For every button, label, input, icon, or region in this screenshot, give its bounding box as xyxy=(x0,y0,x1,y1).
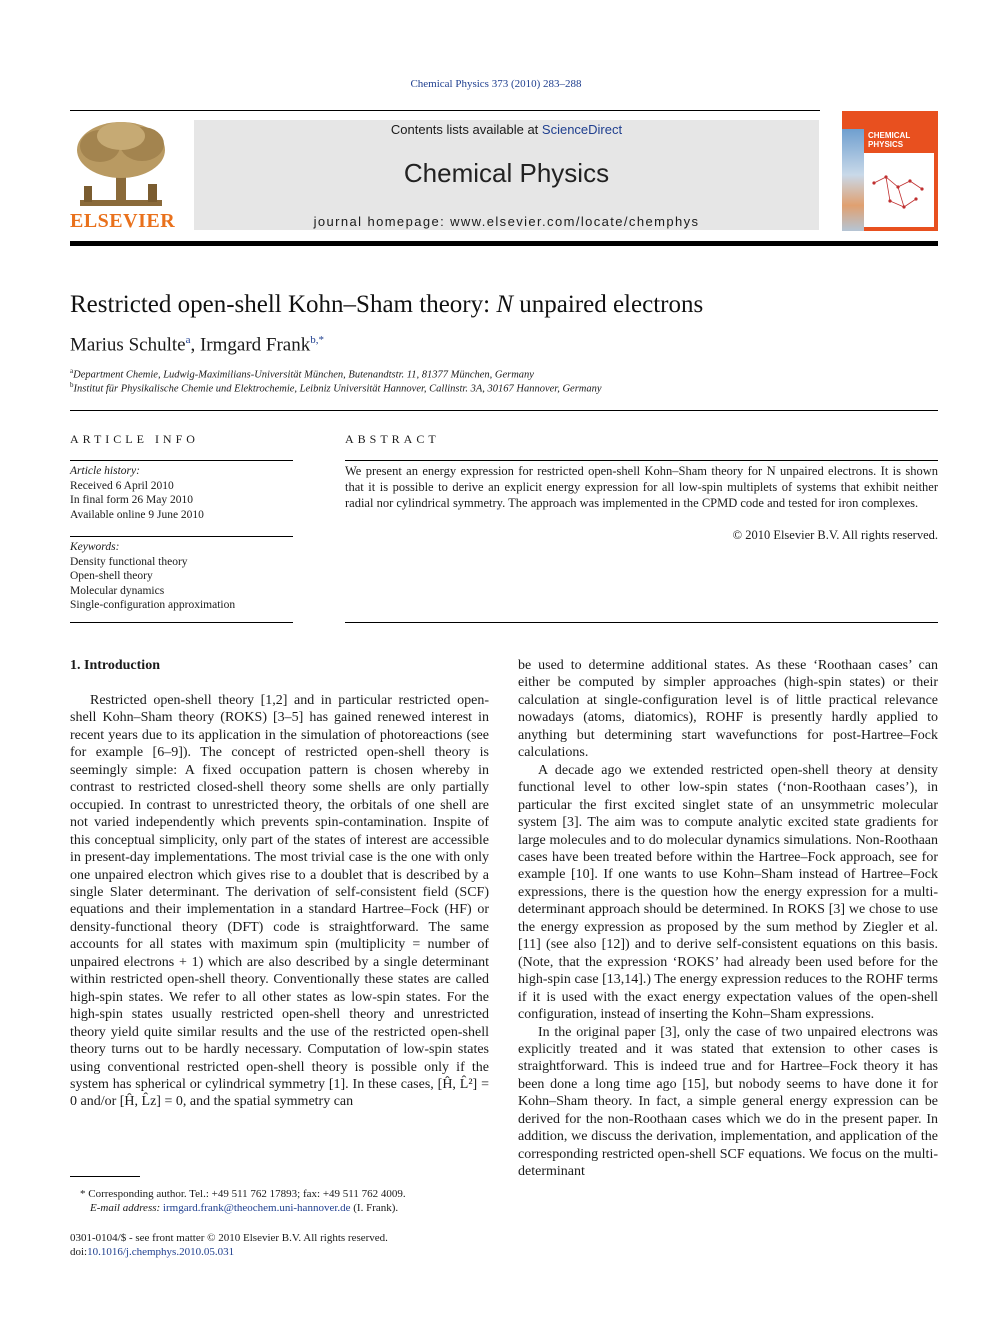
sciencedirect-link[interactable]: ScienceDirect xyxy=(541,122,623,137)
doi-link[interactable]: 10.1016/j.chemphys.2010.05.031 xyxy=(87,1246,235,1258)
issn-line: 0301-0104/$ - see front matter © 2010 Elsevier B.V. All rights reserved. xyxy=(70,1232,388,1244)
article-info-rule xyxy=(70,460,293,461)
keyword-item: Single-configuration approximation xyxy=(70,599,236,611)
contents-line xyxy=(194,122,819,137)
abstract-rule xyxy=(345,460,938,461)
journal-cover[interactable] xyxy=(842,111,938,231)
paragraph: A decade ago we extended restricted open-shell theory at density functional level to other low-spin states (‘non-Roothaan cases’), in particular the first excited singlet state of an unsymmetric molecular system [3]. The aim was to compute analytic excited state gradients for large molecules and to do molecular dynamics simulations. Non-Roothaan cases have been treated before within the Hartree–Fock approach, see for example [10]. If one wants to use Kohn–Sham instead of Hartree–Fock expressions, there is the question how the energy expression for a multi-determinant approach should be determined. In ROKS [3] we chose to use the energy expression as proposed by the sum method by Ziegler et al. [11] (see also [12]) and to derive self-consistent equations on this basis. (Note, that the expression ‘ROKS’ had already been used before for the high-spin case [13,14].) The energy expression reduces to the ROHF terms if it is used with the exact energy expectation values of the open-shell configuration, instead of inserting the Kohn–Sham expressions. xyxy=(518,762,938,1023)
molecule-icon xyxy=(864,153,934,227)
footnote-rule xyxy=(70,1176,140,1177)
cover-strip xyxy=(842,129,864,231)
elsevier-tree-icon xyxy=(70,118,172,210)
keyword-item: Open-shell theory xyxy=(70,570,153,582)
author-list xyxy=(70,334,324,356)
author-name: Marius Schulte xyxy=(70,334,186,356)
email-suffix: (I. Frank). xyxy=(350,1202,399,1214)
keyword-item: Molecular dynamics xyxy=(70,584,165,597)
article-info-heading: ARTICLE INFO xyxy=(70,432,199,446)
email-note xyxy=(90,1201,398,1215)
journal-masthead xyxy=(194,120,819,230)
affiliation-rule xyxy=(70,410,938,411)
article-title: Restricted open-shell Kohn–Sham theory: N unpaired electrons xyxy=(70,291,704,318)
history-received: Received 6 April 2010 xyxy=(70,479,174,492)
keywords-label: Keywords: xyxy=(70,541,120,553)
journal-name: Chemical Physics xyxy=(403,158,610,188)
keywords xyxy=(70,540,293,613)
keywords-rule xyxy=(70,622,293,623)
history-final-form: In final form 26 May 2010 xyxy=(70,494,193,506)
body-column-right xyxy=(518,657,938,1217)
doi-label: doi: xyxy=(70,1246,88,1258)
abstract-heading: ABSTRACT xyxy=(345,432,440,446)
section-heading: 1. Introduction xyxy=(70,658,160,673)
doi-line xyxy=(70,1245,234,1259)
paragraph: Restricted open-shell theory [1,2] and in particular restricted open-shell Kohn–Sham theory (ROKS) [3–5] has gained renewed interest in recent years due to its application in the simulation of photoreactions (see for example [6–9]). The concept of restricted open-shell theory is seemingly simple: A fixed occupation pattern is chosen whereby in contrast to restricted closed-shell theory some shells are only partially occupied. In contrast to unrestricted theory, the orbitals of one shell are not varied independently which prevents spin-contamination. Inspite of this conceptual simplicity, only part of the states of interest are accessible in present-day implementations. The most trivial case is the one with only one unpaired electron which gives rise to a doublet that is described by a single Slater determinant. The derivation of self-consistent field (SCF) equations and their implementation in a standard Hartree–Fock (HF) or density-functional theory (DFT) code is straightforward. The same accounts for all states with maximum spin (multiplicity = number of unpaired electrons + 1) which are also described by a single determinant within restricted open-shell theory. Conventionally these states are called high-spin states. We refer to all other states as low-spin states. For the high-spin states usually restricted open-shell theory and unrestricted theory yield quite similar results and the use of the restricted open-shell theory turns out to be hardly necessary. Computation of low-spin states using conventional restricted open-shell theory is possible only if the system has spherical or cylindrical symmetry [1]. In these cases, [Ĥ, L̂²] = 0 and/or [Ĥ, L̂z] = 0, and the spatial symmetry can xyxy=(70,693,489,1110)
body-column-left xyxy=(70,692,489,1152)
elsevier-logo[interactable] xyxy=(70,118,176,234)
author-separator: , xyxy=(190,334,200,356)
affiliation-b: $^b$Institut für Physikalische Chemie und Elektrochemie, Leibniz Universität Hannover, Callinstr. 3A, 30167 Hannover, Germany xyxy=(70,381,602,395)
header-thick-rule xyxy=(70,241,938,246)
journal-homepage[interactable]: journal homepage: www.elsevier.com/locate/chemphys xyxy=(313,214,700,229)
abstract-text: We present an energy expression for restricted open-shell Kohn–Sham theory for N unpaired electrons. It is shown that it is possible to derive an explicit energy expression for all low-spin multiplets of systems that exhibit neither radial nor cylindrical symmetry. The approach was implemented in the CPMD code and tested for iron complexes. xyxy=(345,464,938,510)
paragraph: be used to determine additional states. As these ‘Roothaan cases’ can either be computed by simpler approaches (high-spin states) or their calculation at single-configuration level is of little practical relevance nowadays (atoms, diatomics), ROHF is presently hardly applied to anything but determining start wavefunctions for post-Hartree–Fock calculations. xyxy=(518,658,938,761)
contents-prefix: Contents lists available at xyxy=(390,122,542,137)
history-label: Article history: xyxy=(70,465,140,477)
cover-figure xyxy=(864,153,934,227)
publisher-name: ELSEVIER xyxy=(70,210,176,232)
affiliation-a: $^a$Department Chemie, Ludwig-Maximilians-Universität München, Butenandtstr. 11, 81377 München, Germany xyxy=(70,367,534,381)
article-history xyxy=(70,464,293,522)
email-label: E-mail address: xyxy=(90,1202,163,1214)
paragraph: In the original paper [3], only the case of two unpaired electrons was explicitly treated and it was stated that extension to other cases is straightforward. This is indeed true and for Hartree–Fock theory it has been done a long time ago [15], but nobody seems to have done it for Kohn–Sham theory. In fact, a simple general energy expression can be derived for the non-Roothaan cases which we do in the present paper. In addition, we discuss the derivation, implementation, and application of the corresponding restricted open-shell SCF equations. We focus on the multi-determinant xyxy=(518,1024,938,1180)
history-rule xyxy=(70,536,293,537)
author-name: Irmgard Frank xyxy=(199,334,311,356)
abstract-bottom-rule xyxy=(345,622,938,623)
cover-title: CHEMICAL PHYSICS xyxy=(868,131,911,149)
author-affiliation-mark[interactable]: b,* xyxy=(310,334,324,346)
abstract-copyright: © 2010 Elsevier B.V. All rights reserved. xyxy=(732,528,938,542)
header-rule xyxy=(70,110,820,111)
keyword-item: Density functional theory xyxy=(70,555,188,568)
history-online: Available online 9 June 2010 xyxy=(70,508,204,521)
email-link[interactable]: irmgard.frank@theochem.uni-hannover.de xyxy=(162,1202,351,1214)
corresponding-author-note: * Corresponding author. Tel.: +49 511 762 17893; fax: +49 511 762 4009. xyxy=(80,1188,406,1200)
author-affiliation-mark[interactable]: a xyxy=(185,334,191,346)
journal-citation[interactable]: Chemical Physics 373 (2010) 283–288 xyxy=(410,78,582,90)
